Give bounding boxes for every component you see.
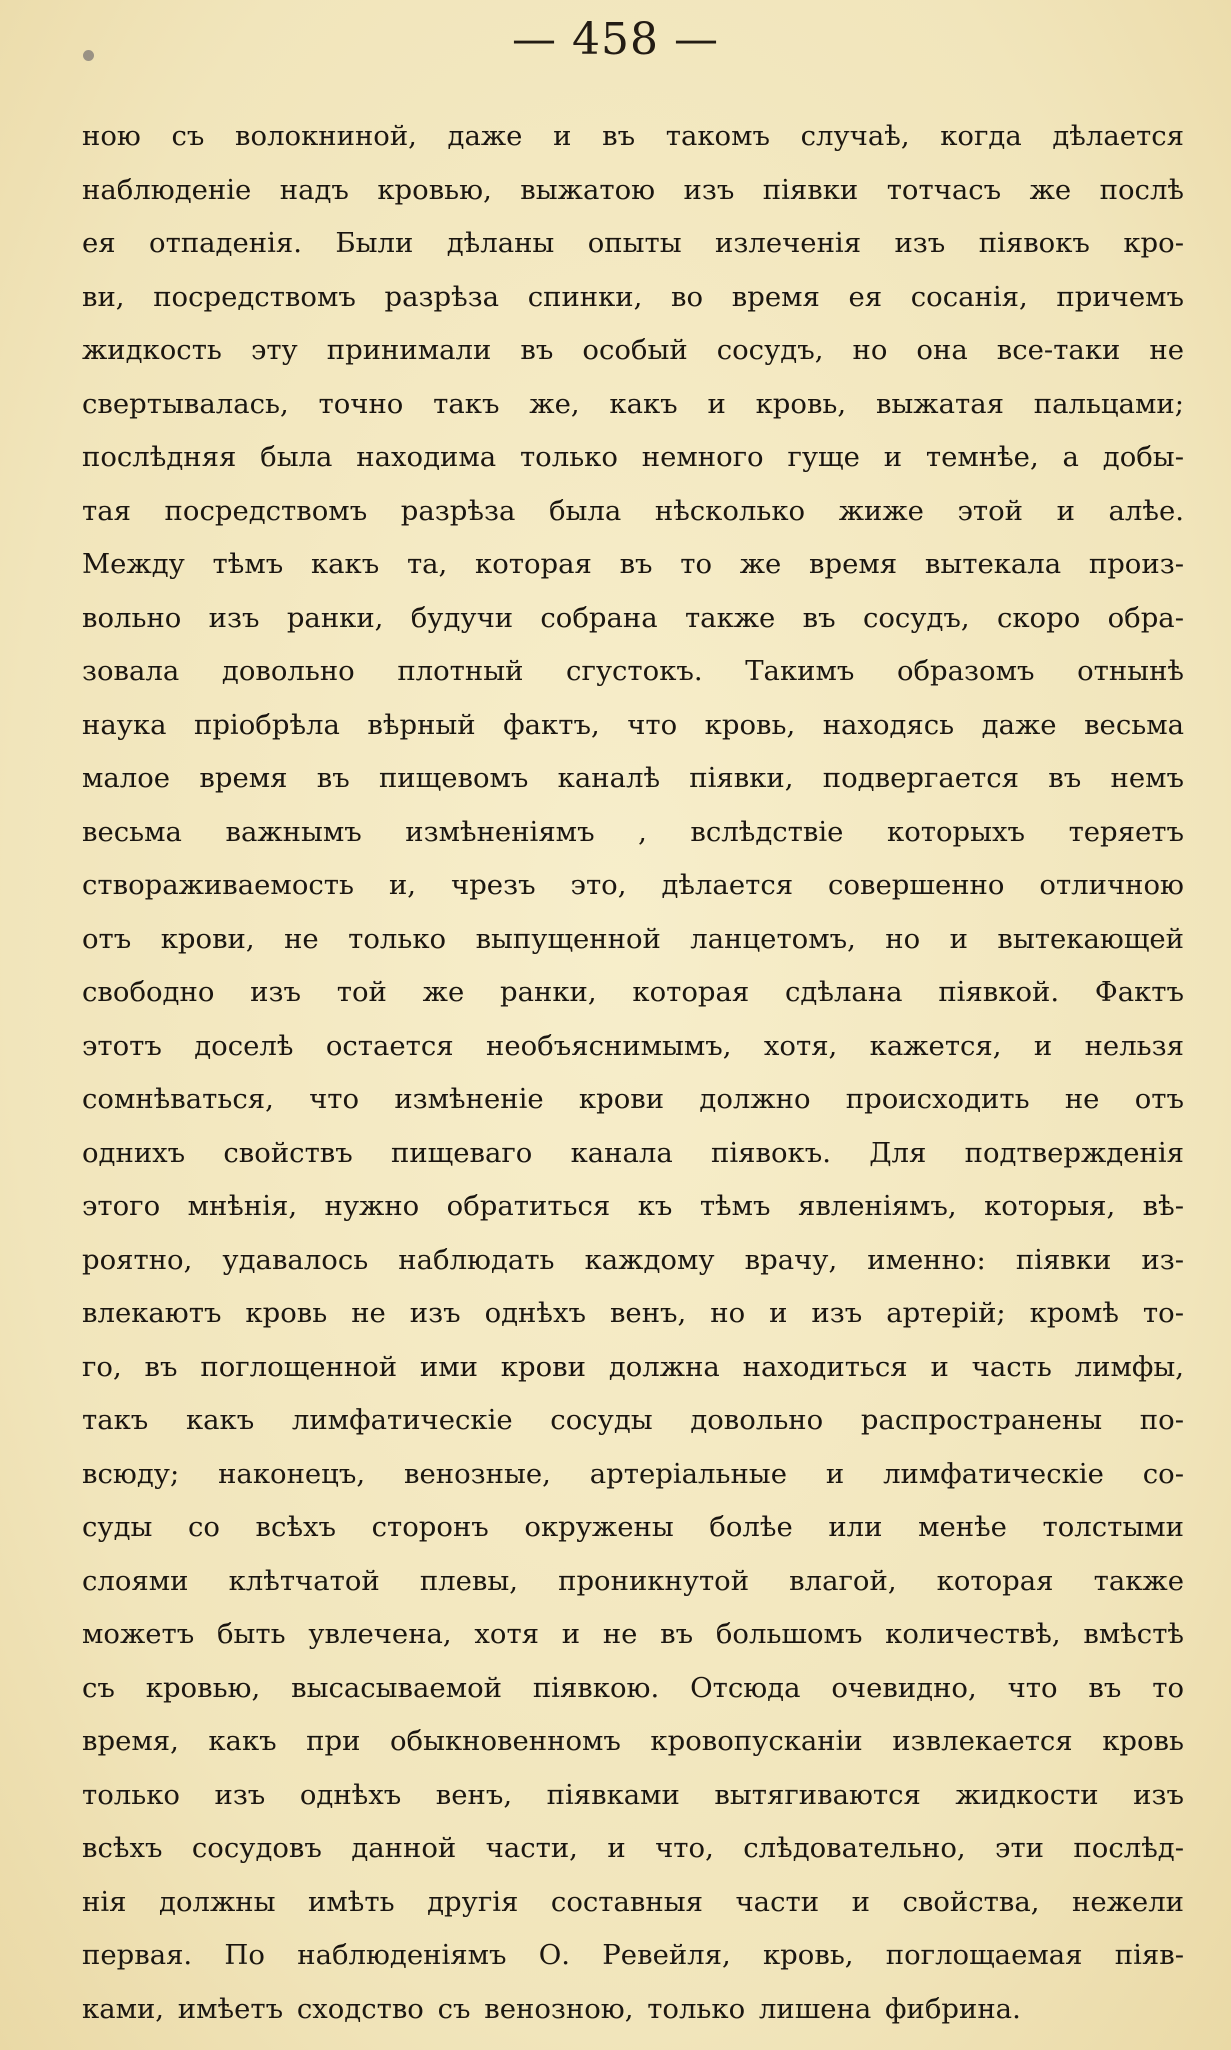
text-line: этого мнѣнія, нужно обратиться къ тѣмъ явленіямъ, которыя, вѣ- [82, 1190, 1184, 1222]
text-line: тая посредствомъ разрѣза была нѣсколько жиже этой и алѣе. [82, 494, 1184, 527]
text-line: можетъ быть увлечена, хотя и не въ большомъ количествѣ, вмѣстѣ [82, 1618, 1184, 1650]
text-line: зовала довольно плотный сгустокъ. Такимъ образомъ отнынѣ [82, 655, 1184, 687]
page-number: — 458 — [512, 14, 719, 65]
text-line: ея отпаденія. Были дѣланы опыты излеченія изъ піявокъ кро- [82, 227, 1184, 259]
text-line: свободно изъ той же ранки, которая сдѣлана піявкой. Фактъ [82, 976, 1184, 1008]
text-line: ками, имѣетъ сходство съ венозною, только лишена фибрина. [82, 1992, 1021, 2025]
text-line: послѣдняя была находима только немного гуще и темнѣе, а добы- [82, 441, 1184, 473]
text-line: го, въ поглощенной ими крови должна находиться и часть лимфы, [82, 1350, 1184, 1383]
text-line: влекаютъ кровь не изъ однѣхъ венъ, но и изъ артерій; кромѣ то- [82, 1297, 1184, 1329]
text-line: слоями клѣтчатой плевы, проникнутой влагой, которая также [82, 1564, 1184, 1597]
text-line: всюду; наконецъ, венозные, артеріальные и лимфатическіе со- [82, 1457, 1184, 1490]
text-line: первая. По наблюденіямъ О. Ревейля, кровь, поглощаемая піяв- [82, 1939, 1184, 1971]
text-line: ви, посредствомъ разрѣза спинки, во время ея сосанія, причемъ [82, 280, 1184, 313]
text-line: однихъ свойствъ пищеваго канала піявокъ. Для подтвержденія [82, 1136, 1184, 1169]
text-line: весьма важнымъ измѣненіямъ , вслѣдствіе которыхъ теряетъ [82, 815, 1184, 848]
text-line: только изъ однѣхъ венъ, піявками вытягиваются жидкости изъ [82, 1778, 1184, 1811]
text-line: малое время въ пищевомъ каналѣ піявки, подвергается въ немъ [82, 762, 1184, 794]
text-line: сомнѣваться, что измѣненіе крови должно происходить не отъ [82, 1083, 1184, 1115]
text-line: створаживаемость и, чрезъ это, дѣлается совершенно отличною [82, 869, 1184, 901]
text-line: наука пріобрѣла вѣрный фактъ, что кровь, находясь даже весьма [82, 708, 1184, 741]
text-line: время, какъ при обыкновенномъ кровопусканіи извлекается кровь [82, 1725, 1184, 1757]
text-line: свертывалась, точно такъ же, какъ и кровь, выжатая пальцами; [82, 387, 1184, 420]
text-line: роятно, удавалось наблюдать каждому врачу, именно: піявки из- [82, 1243, 1184, 1276]
ink-spot [83, 50, 94, 61]
text-line: жидкость эту принимали въ особый сосудъ, но она все-таки не [82, 334, 1184, 366]
text-line: этотъ доселѣ остается необъяснимымъ, хотя, кажется, и нельзя [82, 1029, 1184, 1062]
text-line: отъ крови, не только выпущенной ланцетомъ, но и вытекающей [82, 922, 1184, 955]
text-line: всѣхъ сосудовъ данной части, и что, слѣдовательно, эти послѣд- [82, 1832, 1184, 1864]
text-line: суды со всѣхъ сторонъ окружены болѣе или менѣе толстыми [82, 1511, 1184, 1543]
text-line: вольно изъ ранки, будучи собрана также въ сосудъ, скоро обра- [82, 601, 1184, 634]
body-text [82, 110, 1184, 2036]
text-line: наблюденіе надъ кровью, выжатою изъ піявки тотчасъ же послѣ [82, 173, 1184, 206]
text-line: ною съ волокниной, даже и въ такомъ случаѣ, когда дѣлается [82, 120, 1184, 152]
text-line: такъ какъ лимфатическіе сосуды довольно распространены по- [82, 1404, 1184, 1436]
text-line: Между тѣмъ какъ та, которая въ то же время вытекала произ- [82, 548, 1184, 580]
text-line: съ кровью, высасываемой піявкою. Отсюда очевидно, что въ то [82, 1671, 1184, 1704]
text-line: нія должны имѣть другія составныя части и свойства, нежели [82, 1885, 1184, 1918]
